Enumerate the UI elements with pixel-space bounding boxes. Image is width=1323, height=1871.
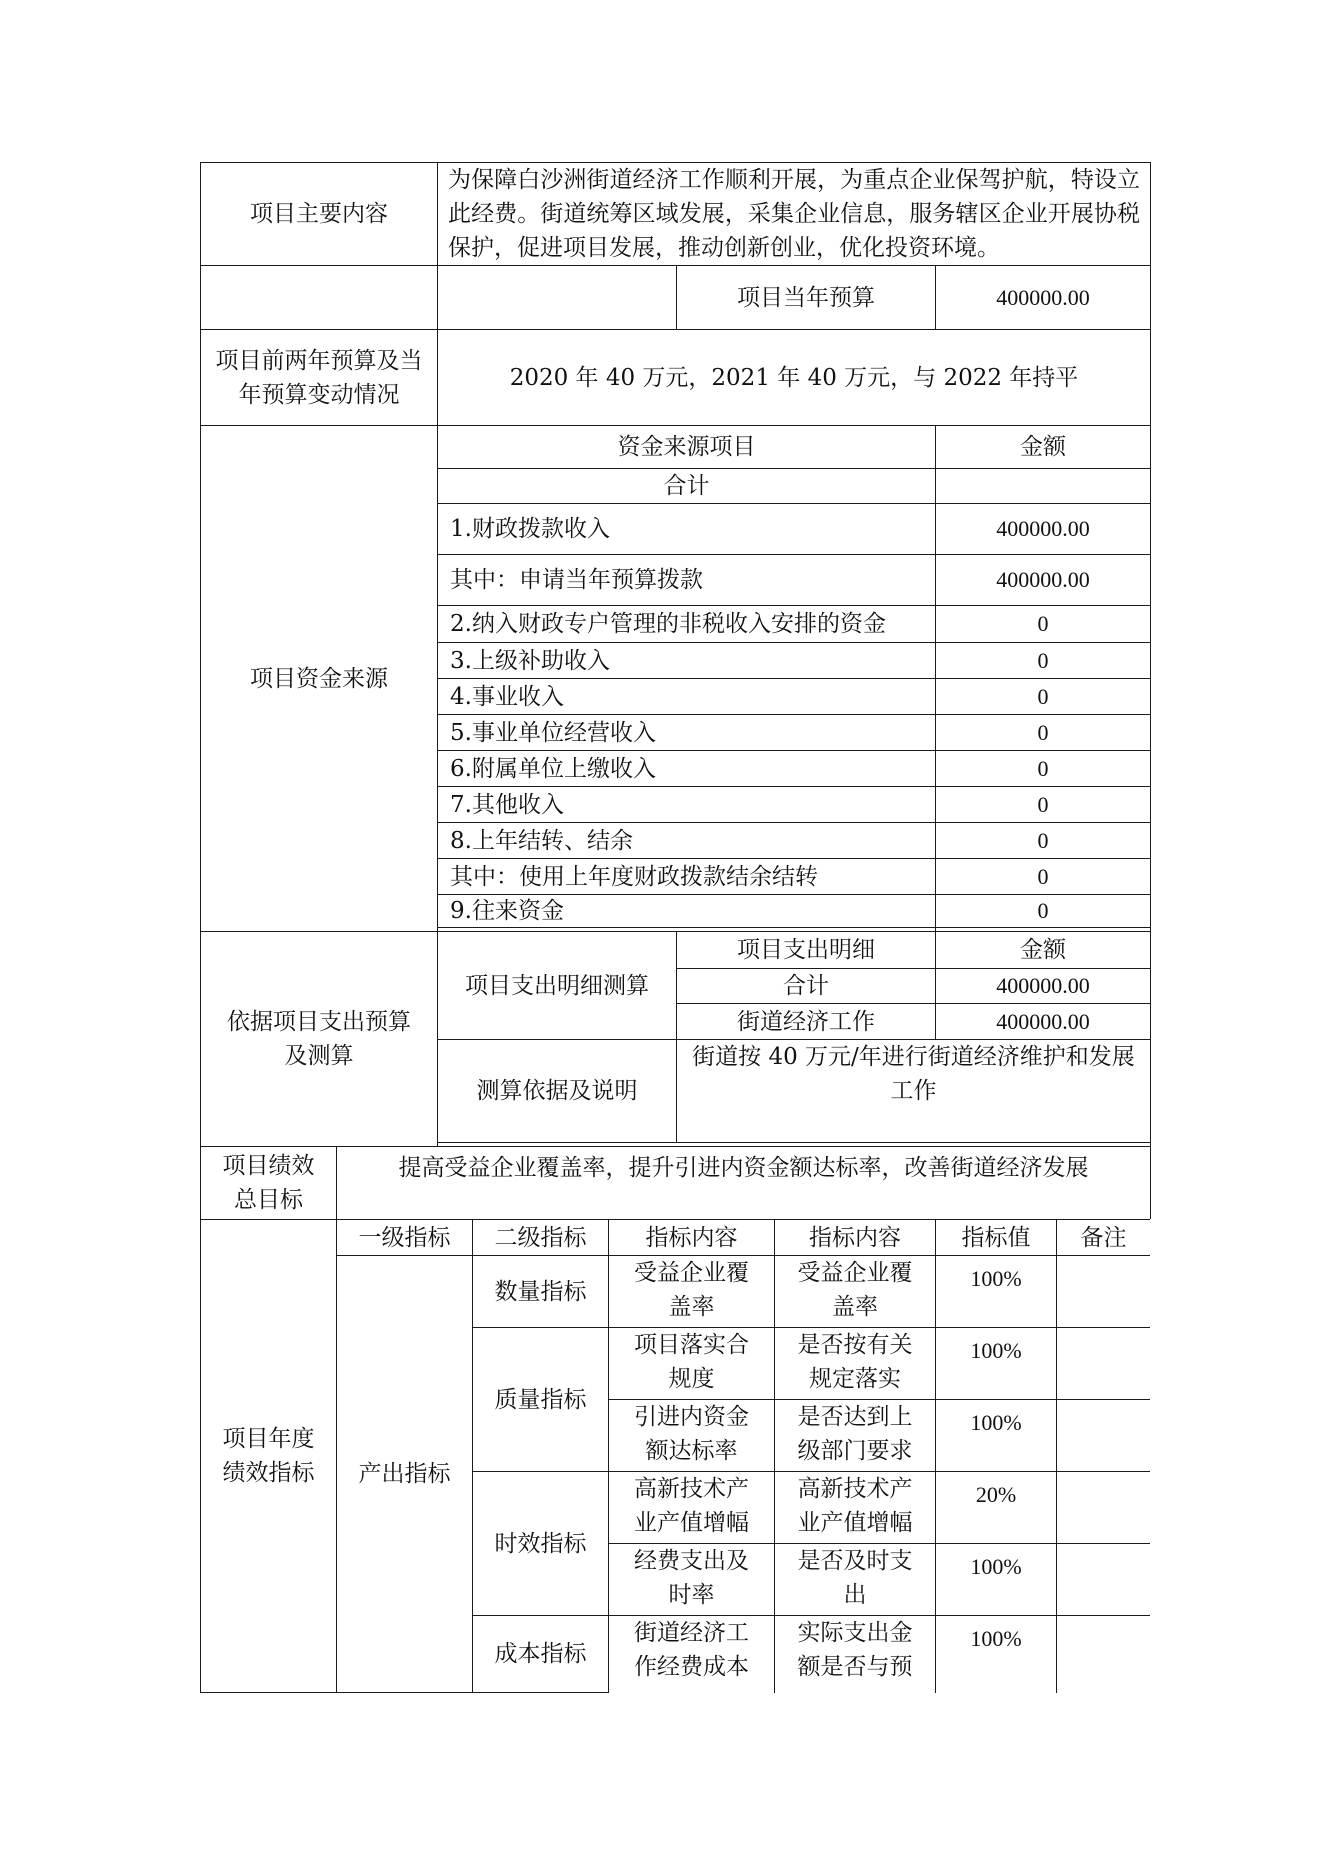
overall-goal-label: 项目绩效总目标	[222, 1153, 315, 1213]
funding-row-item: 8.上年结转、结余	[450, 827, 633, 854]
funding-row-item: 5.事业单位经营收入	[450, 719, 656, 746]
expenditure-basis-text: 街道按 40 万元/年进行街道经济维护和发展工作	[692, 1044, 1135, 1104]
expenditure-header-item: 项目支出明细	[737, 937, 875, 963]
expenditure-header-amount: 金额	[1020, 937, 1066, 963]
funding-row-amount: 0	[1037, 898, 1049, 923]
indicator-level2: 成本指标	[494, 1641, 587, 1667]
indicator-level2: 数量指标	[494, 1278, 587, 1305]
indicator-level2: 质量指标	[494, 1386, 587, 1413]
indicator-value: 100%	[970, 1554, 1022, 1579]
indicator-level2: 时效指标	[494, 1530, 587, 1557]
indicator-note	[1057, 1328, 1150, 1399]
border	[336, 1692, 472, 1693]
current-budget-label: 项目当年预算	[737, 284, 875, 311]
funding-row-amount: 0	[1037, 827, 1049, 853]
funding-row-amount: 0	[1037, 683, 1049, 709]
indicators-header: 指标值	[961, 1224, 1031, 1251]
indicator-value: 100%	[970, 1410, 1022, 1435]
border	[1150, 162, 1151, 1219]
funding-header-amount: 金额	[1020, 434, 1066, 460]
indicator-value: 100%	[970, 1626, 1022, 1651]
indicator-content-detail: 是否及时支出	[797, 1548, 913, 1608]
border	[200, 1692, 336, 1693]
current-budget-value: 400000.00	[996, 284, 1090, 310]
expenditure-total-value: 400000.00	[996, 973, 1090, 998]
indicators-header: 一级指标	[358, 1224, 451, 1251]
indicator-content-detail: 高新技术产业产值增幅	[797, 1476, 913, 1536]
indicator-note	[1057, 1400, 1150, 1471]
indicators-header: 指标内容	[645, 1224, 738, 1251]
indicator-content-detail: 是否达到上级部门要求	[797, 1404, 913, 1464]
indicator-content-detail: 是否按有关规定落实	[797, 1332, 913, 1392]
indicator-content: 经费支出及时率	[634, 1548, 749, 1608]
funding-row-amount: 0	[1037, 647, 1049, 673]
funding-row-amount: 0	[1037, 611, 1049, 636]
funding-row-amount: 400000.00	[996, 516, 1090, 541]
funding-row-item: 其中：申请当年预算拨款	[450, 567, 703, 593]
expenditure-label: 依据项目支出预算及测算	[227, 1009, 411, 1069]
budget-change-label: 项目前两年预算及当年预算变动情况	[215, 347, 423, 408]
funding-total-value	[936, 469, 1150, 503]
expenditure-item-value: 400000.00	[996, 1008, 1090, 1034]
funding-row-item: 4.事业收入	[450, 683, 564, 710]
indicator-note	[1057, 1472, 1150, 1543]
indicator-note	[1057, 1256, 1150, 1327]
indicator-level1: 产出指标	[358, 1461, 451, 1487]
funding-row-item: 其中：使用上年度财政拨款结余结转	[450, 863, 818, 890]
funding-row-item: 3.上级补助收入	[450, 647, 610, 674]
expenditure-item-label: 街道经济工作	[737, 1008, 875, 1035]
border	[437, 927, 1150, 928]
funding-row-item: 2.纳入财政专户管理的非税收入安排的资金	[450, 611, 886, 637]
funding-row-amount: 400000.00	[996, 567, 1090, 592]
funding-row-amount: 0	[1037, 863, 1049, 889]
overall-goal-text: 提高受益企业覆盖率，提升引进内资金额达标率，改善街道经济发展	[398, 1155, 1089, 1181]
indicator-content-detail: 实际支出金额是否与预	[797, 1620, 913, 1680]
funding-row-amount: 0	[1037, 755, 1049, 781]
funding-row-item: 9.往来资金	[450, 898, 564, 924]
indicators-header: 二级指标	[494, 1224, 587, 1251]
border	[472, 1692, 608, 1693]
indicators-header: 指标内容	[809, 1224, 901, 1251]
indicators-header: 备注	[1080, 1224, 1127, 1251]
funding-row-item: 6.附属单位上缴收入	[450, 755, 656, 782]
border	[437, 1142, 1150, 1143]
funding-total-label: 合计	[663, 473, 710, 499]
indicator-content-detail: 受益企业覆盖率	[797, 1260, 913, 1320]
expenditure-detail-label: 项目支出明细测算	[465, 972, 649, 999]
indicators-label: 项目年度绩效指标	[222, 1426, 315, 1486]
expenditure-total-label: 合计	[783, 973, 829, 999]
main-content-label: 项目主要内容	[250, 201, 388, 227]
indicator-content: 受益企业覆盖率	[634, 1260, 749, 1320]
indicator-value: 100%	[970, 1266, 1022, 1291]
funding-row-item: 1.财政拨款收入	[450, 516, 610, 542]
indicator-content: 街道经济工作经费成本	[634, 1620, 749, 1680]
indicator-content: 引进内资金额达标率	[634, 1404, 749, 1464]
expenditure-basis-label: 测算依据及说明	[476, 1078, 638, 1104]
indicator-content: 项目落实合规度	[634, 1332, 749, 1392]
funding-header-item: 资金来源项目	[617, 434, 756, 460]
indicator-note	[1057, 1616, 1150, 1692]
funding-row-amount: 0	[1037, 791, 1049, 817]
indicator-note	[1057, 1544, 1150, 1615]
budget-change-text: 2020 年 40 万元，2021 年 40 万元，与 2022 年持平	[509, 364, 1079, 391]
indicator-value: 100%	[970, 1338, 1022, 1363]
indicator-value: 20%	[975, 1482, 1017, 1507]
main-content-text: 为保障白沙洲街道经济工作顺利开展，为重点企业保驾护航，特设立此经费。街道统筹区域发展，采集企业信息，服务辖区企业开展协税保护，促进项目发展，推动创新创业，优化投资环境。	[448, 167, 1140, 261]
funding-row-amount: 0	[1037, 719, 1049, 745]
funding-row-item: 7.其他收入	[450, 791, 564, 818]
indicator-content: 高新技术产业产值增幅	[634, 1476, 749, 1536]
funding-source-label: 项目资金来源	[250, 665, 388, 692]
